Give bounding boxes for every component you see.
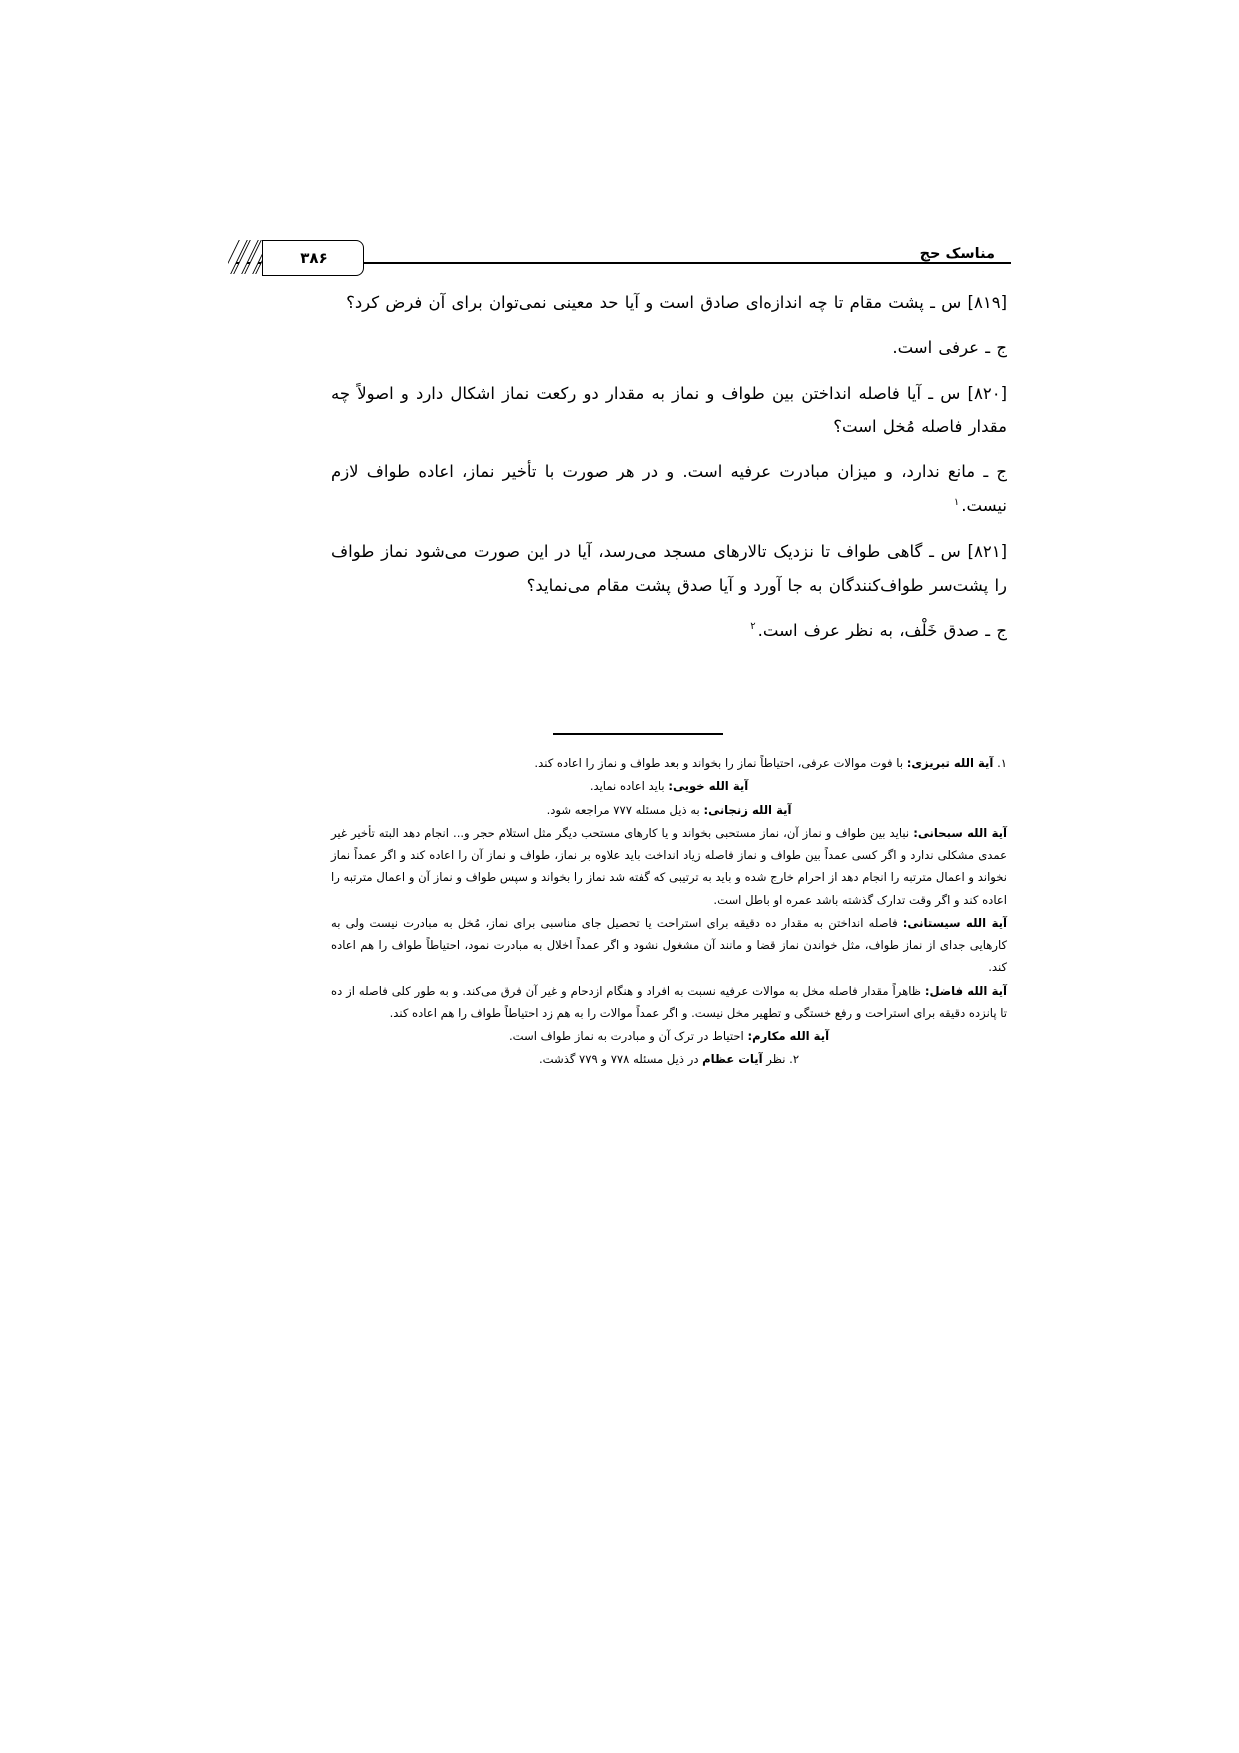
book-title: مناسک حج <box>910 247 1001 262</box>
authority-name-fazel: آیة الله فاضل: <box>924 983 1007 998</box>
footnote-text-zanjani: به ذیل مسئله ۷۷۷ مراجعه شود. <box>546 802 700 817</box>
footnote-block <box>331 752 1007 1072</box>
footnote-ref-1[interactable]: ۱ <box>953 496 960 508</box>
running-header <box>228 232 1011 272</box>
footnote-text-sistani: فاصله انداختن به مقدار ده دقیقه برای استراحت یا تحصیل جای مناسبی برای نماز، مُخل به مبادرت نیست ولی به کارهایی جدای از نماز طواف، مثل خواندن نماز قضا و مانند آن مشغول نشود و اگر عمداً اخلال به مبادرت نمود، احتیاطاً طواف را هم اعاده کند. <box>331 915 1007 975</box>
footnote-sobhani <box>331 822 1007 911</box>
main-text-column <box>331 286 1007 659</box>
footnote-2-text: در ذیل مسئله ۷۷۸ و ۷۷۹ گذشت. <box>538 1052 703 1067</box>
footnote-zanjani <box>331 799 1007 821</box>
question-820 <box>331 377 1007 445</box>
footnote-text-tabrizi: با فوت موالات عرفی، احتیاطاً نماز را بخواند و بعد طواف و نماز را اعاده کند. <box>534 756 904 770</box>
authority-name-tabrizi: آیة الله تبریزی: <box>906 756 994 770</box>
footnote-text-khoei: باید اعاده نماید. <box>589 779 665 794</box>
authority-name-khoei: آیة الله خویی: <box>668 779 749 794</box>
footnote-marker-1: ۱. <box>997 756 1007 770</box>
footnote-2 <box>331 1048 1007 1070</box>
question-820-text: [۸۲۰] س ـ آیا فاصله انداختن بین طواف و نماز به مقدار دو رکعت نماز اشکال دارد و اصولاً چه مقدار فاصله مُخل است؟ <box>331 383 1007 437</box>
footnote-2-text-pre: نظر <box>762 1052 786 1067</box>
authority-name-zanjani: آیة الله زنجانی: <box>703 802 792 817</box>
folio-group <box>228 240 364 274</box>
answer-819-text: ج ـ عرفی است. <box>892 337 1007 357</box>
question-821 <box>331 535 1007 603</box>
answer-820 <box>331 455 1007 523</box>
question-819-text: [۸۱۹] س ـ پشت مقام تا چه اندازه‌ای صادق است و آیا حد معینی نمی‌توان برای آن فرض کرد؟ <box>346 293 1007 312</box>
footnote-sistani <box>331 912 1007 979</box>
authority-name-sobhani: آیة الله سبحانی: <box>913 825 1008 840</box>
answer-820-text: ج ـ مانع ندارد، و میزان مبادرت عرفیه است. و در هر صورت با تأخیر نماز، اعاده طواف لازم نیست. <box>331 462 1007 516</box>
authority-group-ayat-ezam: آیات عظام <box>702 1052 763 1067</box>
answer-821-text: ج ـ صدق خَلْف، به نظر عرف است. <box>757 620 1007 640</box>
answer-821 <box>331 614 1007 648</box>
footnote-fazel <box>331 980 1007 1025</box>
footnote-ref-2[interactable]: ۲ <box>750 621 756 632</box>
answer-819 <box>331 331 1007 365</box>
authority-name-sistani: آیة الله سیستانی: <box>902 915 1007 930</box>
footnote-marker-2: ۲. <box>789 1052 800 1067</box>
footnote-text-makarem: احتیاط در ترک آن و مبادرت به نماز طواف است. <box>508 1029 744 1043</box>
question-821-text: [۸۲۱] س ـ گاهی طواف تا نزدیک تالارهای مسجد می‌رسد، آیا در این صورت می‌شود نماز طواف را پشت‌سر طواف‌کنندگان به جا آورد و آیا صدق پشت مقام می‌نماید؟ <box>331 541 1007 595</box>
footnote-makarem <box>331 1025 1007 1047</box>
page-number: ۳۸۶ <box>300 248 328 267</box>
question-819 <box>331 286 1007 320</box>
page-number-box <box>262 240 364 276</box>
footnote-separator <box>553 733 723 735</box>
footnote-tabrizi <box>331 752 1007 774</box>
footnote-text-sobhani: نباید بین طواف و نماز آن، نماز مستحبی بخواند و یا کارهای مستحب دیگر مثل استلام حجر و... انجام دهد البته تأخیر غیر عمدی مشکلی ندارد و اگر کسی عمداً بین طواف و نماز فاصله زیاد انداخت باید علاوه بر نماز، طواف و نماز آن را اعاده کند و اگر عمداً نماز نخواند و اعمال مترتبه را انجام دهد از احرام خارج شده و باید به ترتیبی که گفته شد نماز را بخواند و سپس طواف و نماز آن و اعمال مترتبه را اعاده کند و اگر وقت تدارک گذشته باشد عمره او باطل است. <box>331 825 1007 907</box>
footnote-text-fazel: ظاهراً مقدار فاصله مخل به موالات عرفیه نسبت به افراد و هنگام ازدحام و غیر آن فرق می‌کند. و به طور کلی فاصله از ده تا پانزده دقیقه برای استراحت و رفع خستگی و تطهیر مخل نیست. و اگر عمداً موالات را به هم زد احتیاطاً طواف را هم اعاده کند. <box>331 983 1007 1020</box>
authority-name-makarem: آیة الله مکارم: <box>747 1029 830 1043</box>
footnote-khoei <box>331 775 1007 797</box>
